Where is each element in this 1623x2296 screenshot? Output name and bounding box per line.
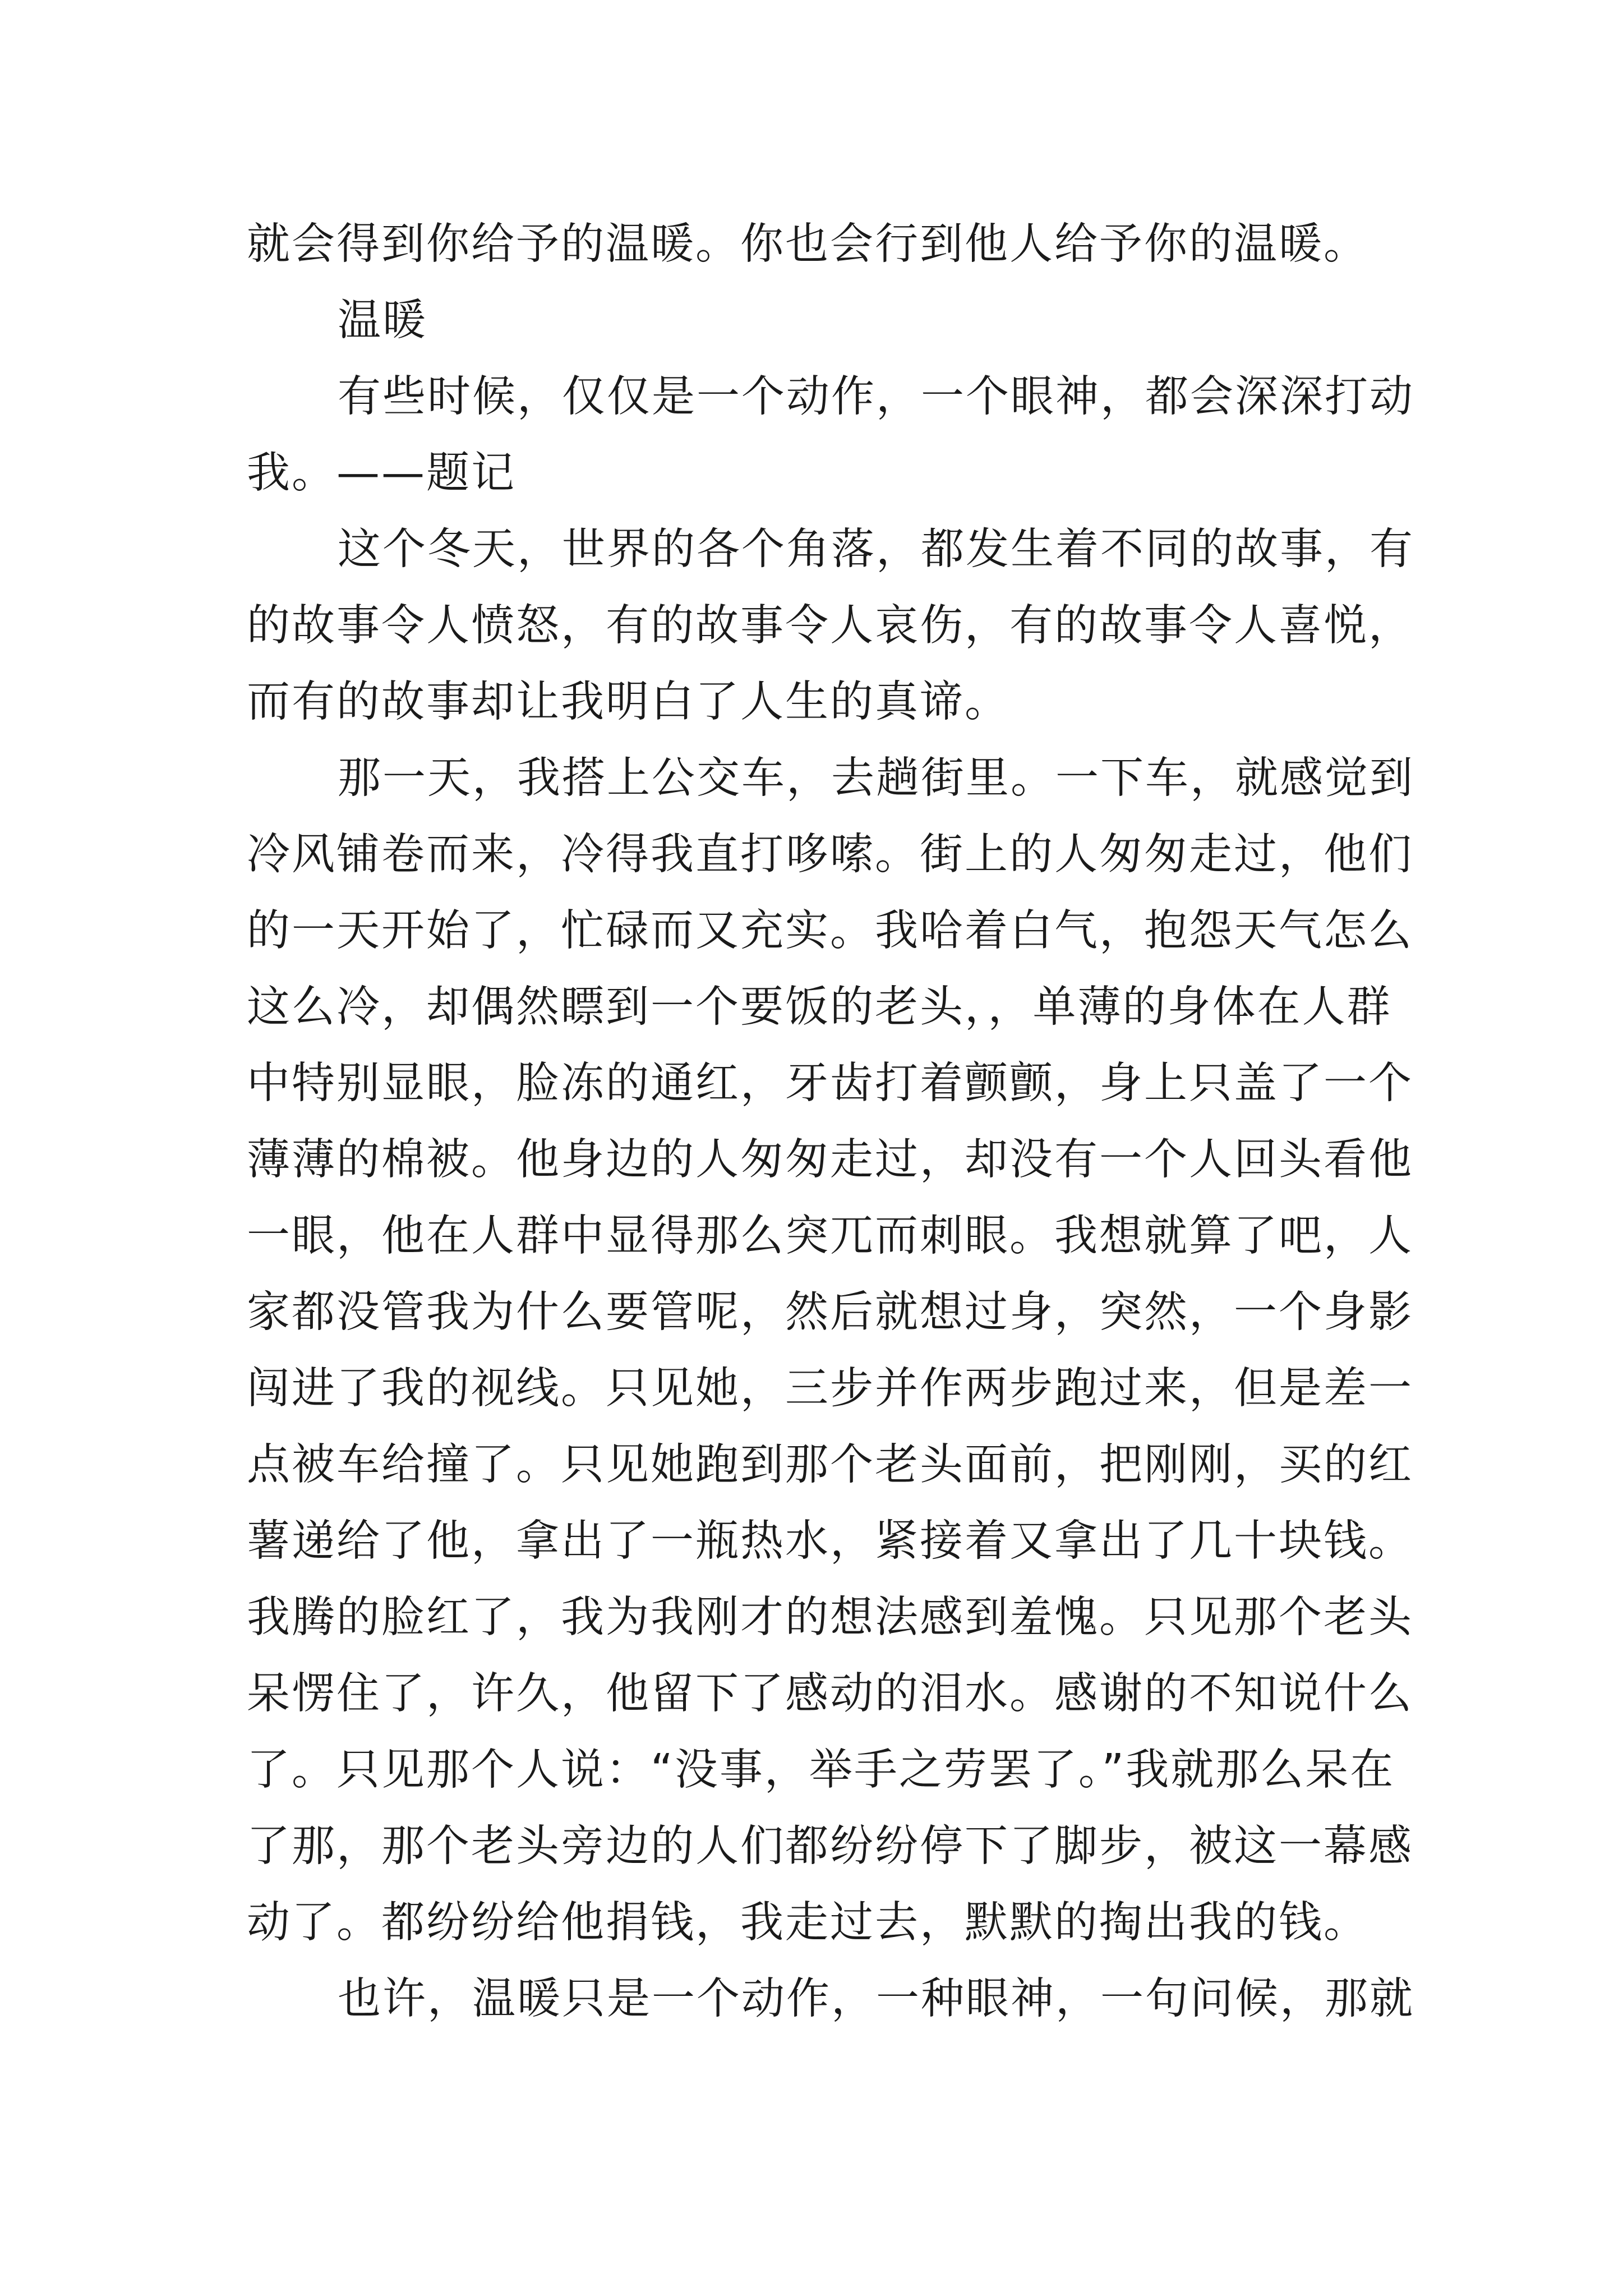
text-line: 的一天开始了，忙碌而又充实。我哈着白气，抱怨天气怎么 [247, 906, 1413, 956]
text-line: 也许，温暖只是一个动作，一种眼神，一句问候，那就 [338, 1974, 1414, 2024]
text-line: 一眼，他在人群中显得那么突兀而刺眼。我想就算了吧，人 [247, 1211, 1413, 1261]
text-line: 冷风铺卷而来，冷得我直打哆嗦。街上的人匆匆走过，他们 [247, 830, 1413, 880]
epigraph-line: 我。——题记 [247, 448, 516, 498]
text-line: 薄薄的棉被。他身边的人匆匆走过，却没有一个人回头看他 [247, 1135, 1413, 1185]
essay-body [247, 206, 1414, 2037]
text-line: 了那，那个老头旁边的人们都纷纷停下了脚步，被这一幕感 [247, 1821, 1413, 1871]
text-line: 这个冬天，世界的各个角落，都发生着不同的故事，有 [338, 524, 1414, 574]
text-line: 薯递给了他，拿出了一瓶热水，紧接着又拿出了几十块钱。 [247, 1516, 1413, 1566]
text-line: 家都没管我为什么要管呢，然后就想过身，突然，一个身影 [247, 1287, 1413, 1337]
text-line: 中特别显眼，脸冻的通红，牙齿打着颤颤，身上只盖了一个 [247, 1059, 1413, 1108]
text-line: 点被车给撞了。只见她跑到那个老头面前，把刚刚，买的红 [247, 1440, 1413, 1490]
text-line: 了。只见那个人说：“没事，举手之劳罢了。”我就那么呆在 [247, 1745, 1395, 1795]
epigraph-line: 有些时候，仅仅是一个动作，一个眼神，都会深深打动 [338, 372, 1414, 422]
text-line: 那一天，我搭上公交车，去趟街里。一下车，就感觉到 [338, 753, 1414, 803]
text-line: 我腾的脸红了，我为我刚才的想法感到羞愧。只见那个老头 [247, 1593, 1413, 1642]
text-line: 闯进了我的视线。只见她，三步并作两步跑过来，但是差一 [247, 1364, 1413, 1414]
text-line: 而有的故事却让我明白了人生的真谛。 [247, 677, 1009, 727]
text-line: 就会得到你给予的温暖。你也会行到他人给予你的温暖。 [247, 219, 1368, 269]
text-line: 的故事令人愤怒，有的故事令人哀伤，有的故事令人喜悦， [247, 601, 1413, 651]
text-line: 这么冷，却偶然瞟到一个要饭的老头，，单薄的身体在人群 [247, 982, 1392, 1032]
text-line: 动了。都纷纷给他捐钱，我走过去，默默的掏出我的钱。 [247, 1898, 1368, 1948]
text-line: 呆愣住了，许久，他留下了感动的泪水。感谢的不知说什么 [247, 1669, 1413, 1719]
essay-title: 温暖 [338, 296, 427, 346]
